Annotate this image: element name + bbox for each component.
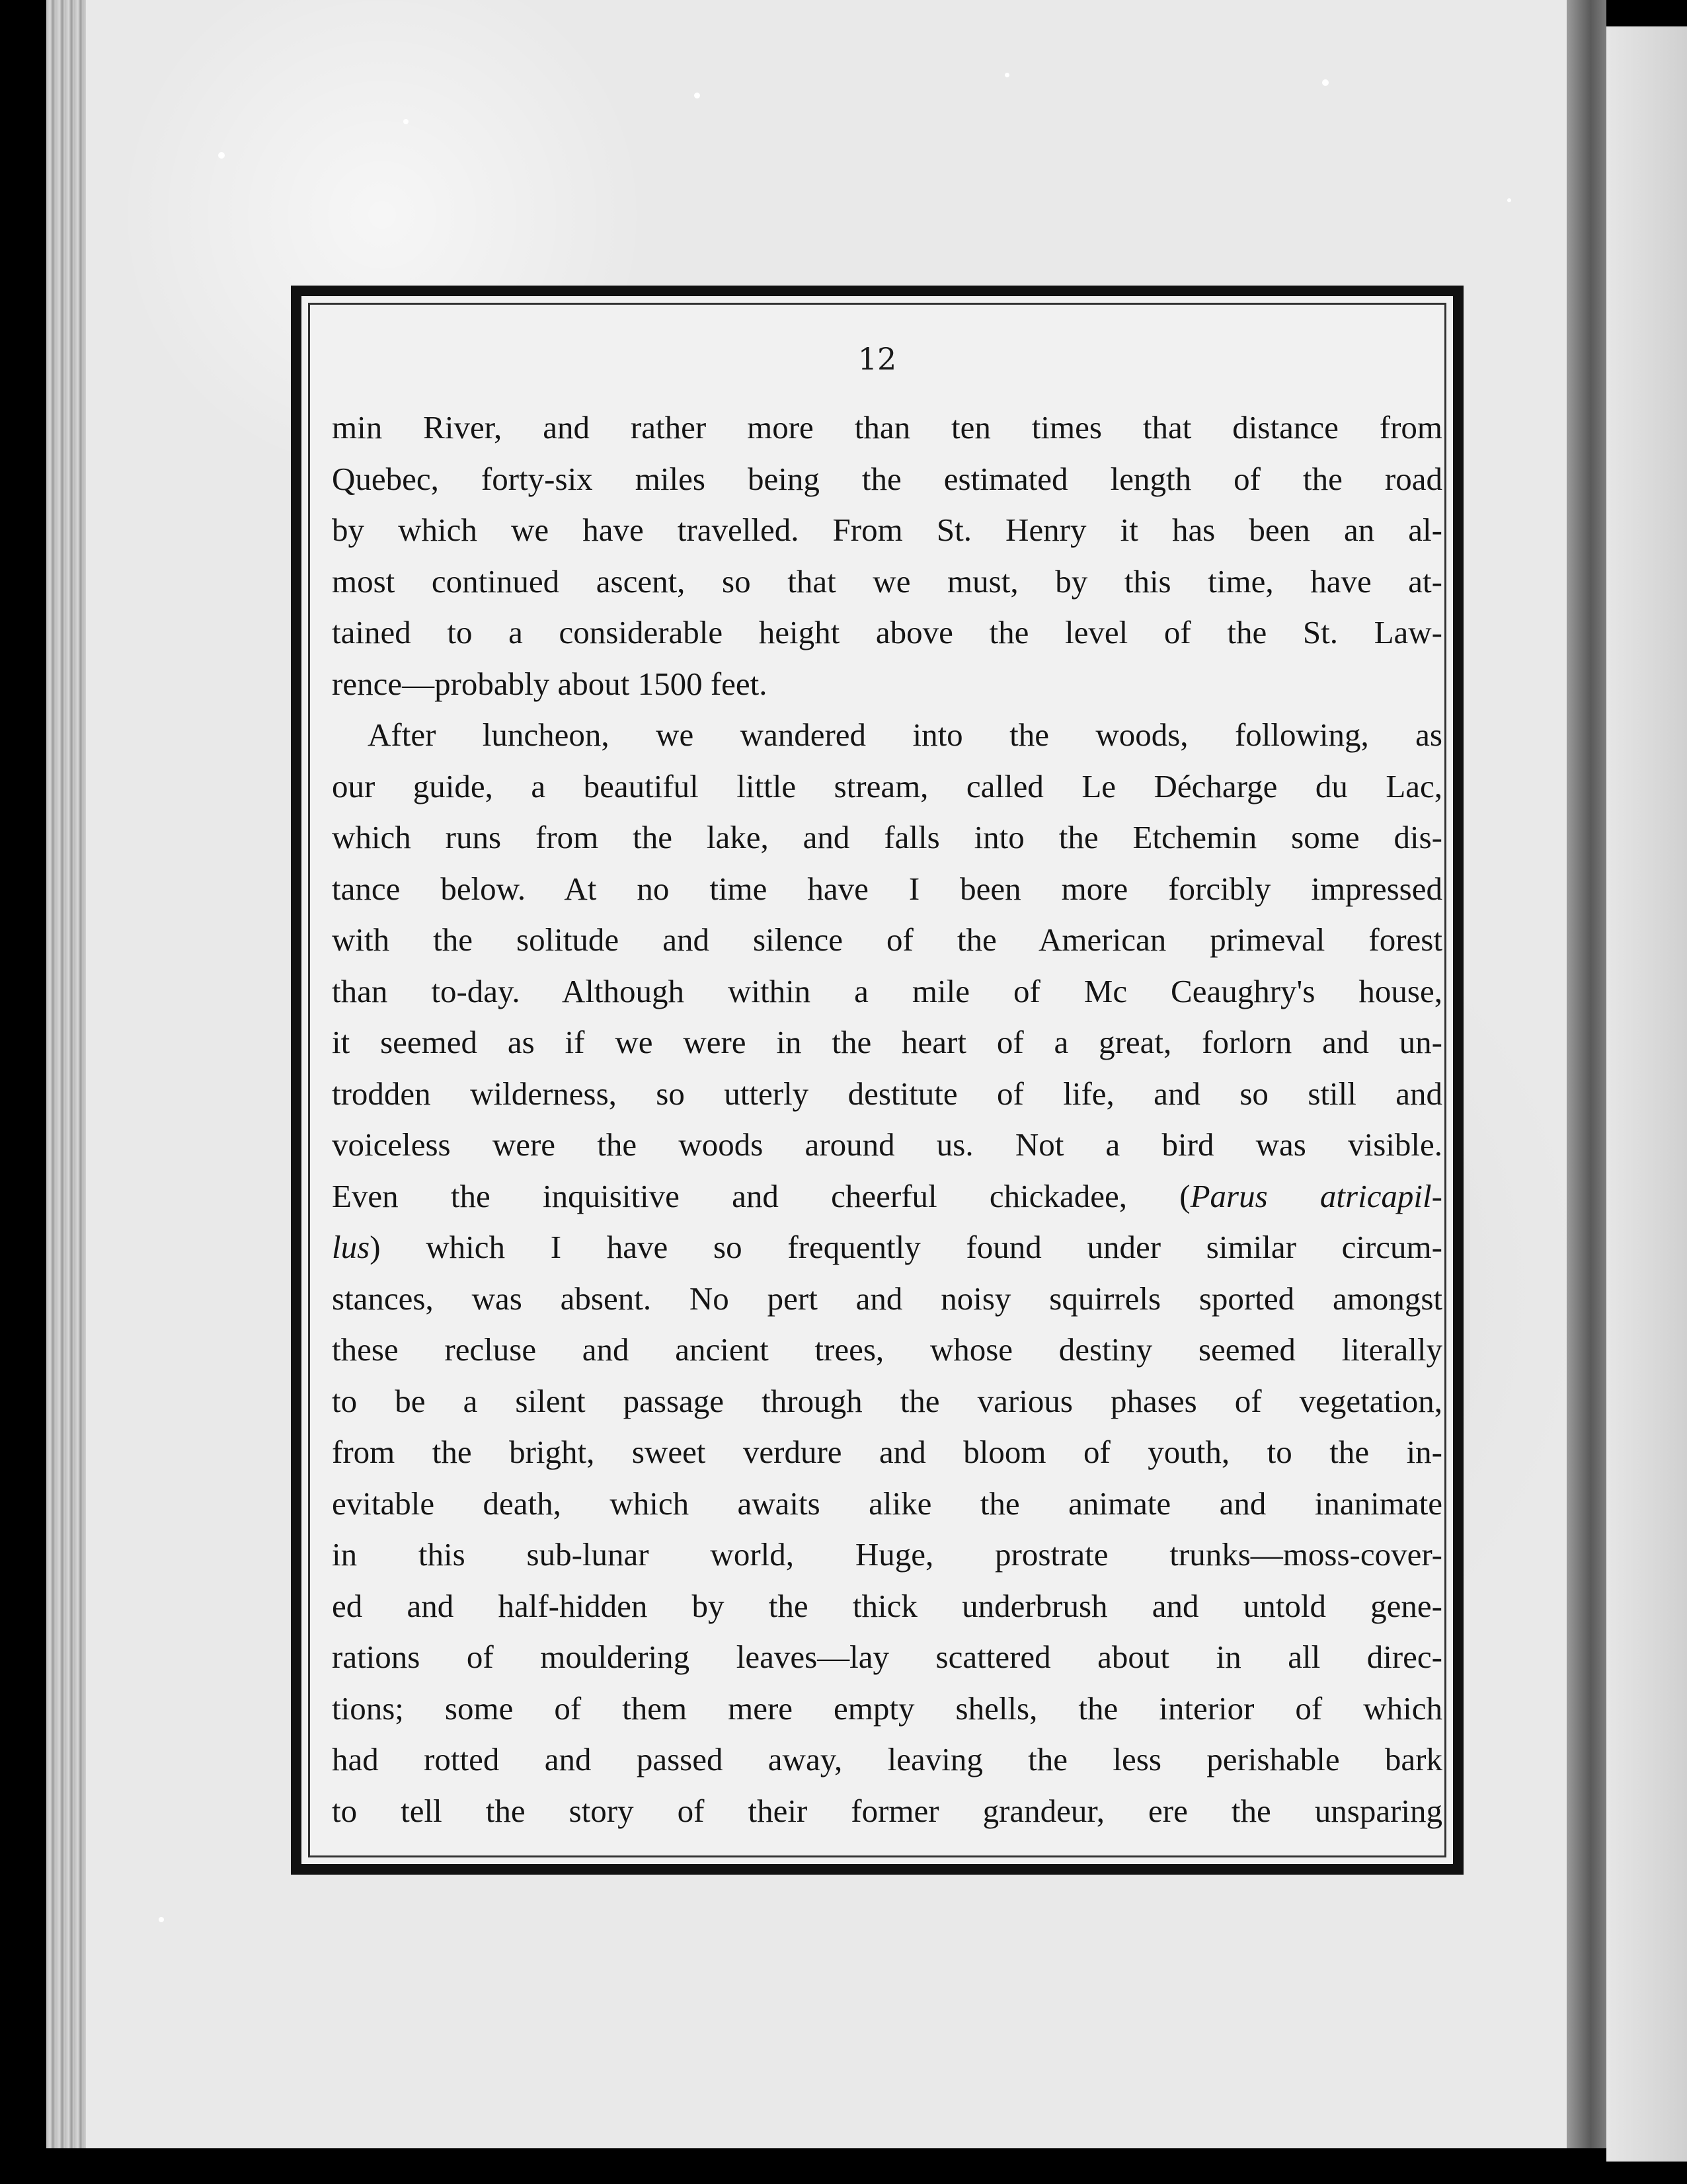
- text-line: tance below. At no time have I been more forcibly impressed: [332, 870, 1442, 907]
- text-line: these recluse and ancient trees, whose destiny seemed literally: [332, 1331, 1442, 1368]
- text-frame: [291, 286, 1464, 1875]
- text-line: which runs from the lake, and falls into the Etchemin some dis-: [332, 819, 1442, 855]
- text-line: voiceless were the woods around us. Not a bird was visible.: [332, 1126, 1442, 1163]
- text-line: lus) which I have so frequently found under similar circum-: [332, 1229, 1442, 1265]
- text-line: trodden wilderness, so utterly destitute of life, and so still and: [332, 1075, 1442, 1112]
- scan-speck: [1005, 73, 1009, 77]
- text-line: most continued ascent, so that we must, by this time, have at-: [332, 563, 1442, 600]
- text-line: with the solitude and silence of the American primeval forest: [332, 921, 1442, 958]
- facing-page-edge: [1606, 26, 1687, 2162]
- text-line: from the bright, sweet verdure and bloom of youth, to the in-: [332, 1434, 1442, 1470]
- text-line: rations of mouldering leaves—lay scattered about in all direc-: [332, 1639, 1442, 1675]
- text-line: stances, was absent. No pert and noisy squirrels sported amongst: [332, 1280, 1442, 1317]
- text-line: min River, and rather more than ten times that distance from: [332, 409, 1442, 446]
- text-line: by which we have travelled. From St. Henry it has been an al-: [332, 512, 1442, 548]
- scan-speck: [159, 1917, 164, 1922]
- text-line: After luncheon, we wandered into the woods, following, as: [368, 717, 1442, 753]
- text-line: Quebec, forty-six miles being the estimated length of the road: [332, 460, 1442, 497]
- text-line: it seemed as if we were in the heart of a great, forlorn and un-: [332, 1024, 1442, 1060]
- text-line: rence—probably about 1500 feet.: [332, 665, 767, 702]
- scan-speck: [694, 93, 700, 98]
- text-line: than to-day. Although within a mile of Mc Ceaughry's house,: [332, 972, 1442, 1009]
- text-line: tained to a considerable height above the level of the St. Law-: [332, 614, 1442, 650]
- book-binding: [1567, 0, 1606, 2148]
- scan-speck: [1507, 198, 1511, 202]
- scan-speck: [1322, 79, 1329, 86]
- text-line: ed and half-hidden by the thick underbrush and untold gene-: [332, 1587, 1442, 1624]
- text-line: tions; some of them mere empty shells, the interior of which: [332, 1690, 1442, 1727]
- text-line: evitable death, which awaits alike the animate and inanimate: [332, 1485, 1442, 1522]
- text-line: Even the inquisitive and cheerful chickadee, (Parus atricapil-: [332, 1177, 1442, 1214]
- text-line: to be a silent passage through the various phases of vegetation,: [332, 1382, 1442, 1419]
- text-line: to tell the story of their former grandeur, ere the unsparing: [332, 1792, 1442, 1829]
- body-text: [332, 402, 1442, 1836]
- text-line: in this sub-lunar world, Huge, prostrate trunks—moss-cover-: [332, 1536, 1442, 1573]
- page-number: 12: [857, 341, 897, 377]
- scan-speck: [218, 152, 225, 159]
- text-line: had rotted and passed away, leaving the less perishable bark: [332, 1741, 1442, 1777]
- scan-speck: [403, 119, 409, 124]
- text-line: our guide, a beautiful little stream, called Le Décharge du Lac,: [332, 767, 1442, 804]
